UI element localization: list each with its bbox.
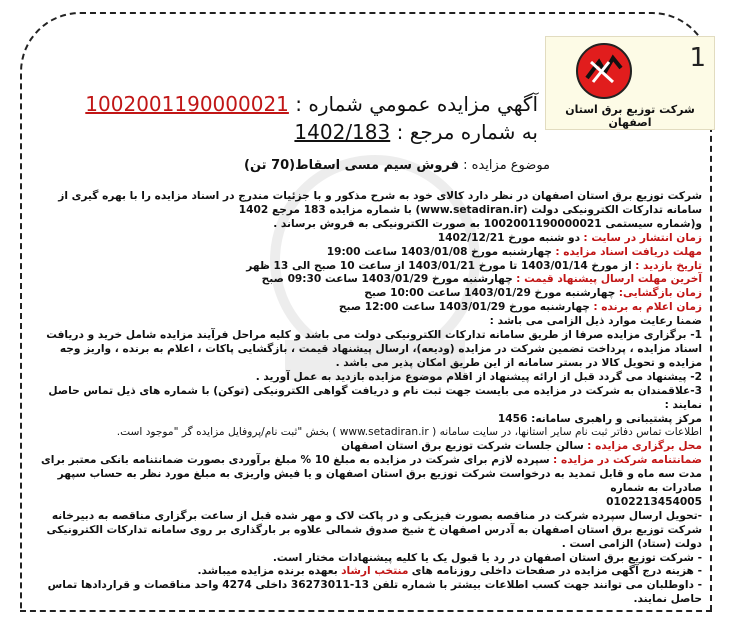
note-3: 3-علاقمندان به شرکت در مزایده می بایست جهت ثبت نام و دریافت گواهی الکترونیکی (توکن) با شماره های ذیل تماس حاصل نمایند :: [48, 384, 702, 411]
company-logo-icon: [576, 43, 632, 99]
docs-row: مهلت دریافت اسناد مزایده : چهارشنبه مورخ 1403/01/08 ساعت 19:00: [326, 245, 702, 258]
intro-text-2: و(شماره سیستمی 1002001190000021 به صورت الکترونیکی به فروش برساند .: [273, 217, 702, 230]
offer-row: آخرین مهلت ارسال پیشنهاد قیمت : چهارشنبه مورخ 1403/01/29 ساعت 09:30 صبح: [261, 273, 702, 286]
opening-row: زمان بازگشایی: چهارشنبه مورخ 1403/01/29 ساعت 10:00 صبح: [364, 287, 702, 300]
visit-row: تاریخ بازدید : از مورخ 1403/01/14 تا مورخ 1403/01/21 از ساعت 10 صبح الی 13 ظهر: [246, 259, 702, 272]
paper-line: - هزینه درج آگهی مزایده در صفحات داخلی روزنامه های منتخب ارشاد بعهده برنده مزایده میباشد.: [197, 565, 702, 578]
publish-row: زمان انتشار در سایت : دو شنبه مورخ 1402/12/21: [437, 231, 702, 244]
note-2: 2- پیشنهاد می گردد قبل از ارائه پیشنهاد از اقلام موضوع مزایده بازدید به عمل آورید .: [255, 370, 702, 383]
registry-line: اطلاعات تماس دفاتر ثبت نام سایر استانها، در سایت سامانه ( www.setadiran.ir ) بخش "ثبت نام/پروفایل مزایده گر "موجود است.: [116, 426, 702, 439]
tender-number: 1002001190000021: [85, 92, 289, 116]
rights-line: - شرکت توزیع برق استان اصفهان در رد یا قبول یک یا کلیه پیشنهادات مختار است.: [272, 551, 702, 564]
ref-prefix: به شماره مرجع :: [396, 120, 538, 144]
delivery-text: -تحویل ارسال سپرده شرکت در مناقصه بصورت فیزیکی و در پاکت لاک و مهر شده قبل از ساعت برگزاری مناقصه به دبیرخانه شرکت توزیع برق استان اصفهان به آدرس اصفهان خ شیخ صدوق شمالی علاوه بر بارگذاری بر روی سامانه تدارکات الکترونیکی دولت (ستاد) الزامی است .: [46, 509, 702, 550]
contact-line: - داوطلبان می توانند جهت کسب اطلاعات بیشتر با شماره تلفن 13-36273011 داخلی 4274 واحد مناقصات و قراردادها تماس حاصل نمایند.: [47, 579, 702, 606]
guarantee-row: ضمانتنامه شرکت در مزایده : سپرده لازم برای شرکت در مزایده به مبلغ 10 % مبلغ برآوردی بصورت ضمانتنامه بانکی معتبر برای مدت سه ماه و قابل تمدید به درخواست شرکت توزیع برق استان اصفهان و یا فیش واریزی به مبلغ مورد نظر به حساب سپهر صادرات به شماره: [41, 454, 702, 495]
notes-title: ضمنا رعایت موارد ذیل الزامی می باشد :: [489, 315, 702, 328]
account-number: 0102213454005: [606, 495, 702, 508]
intro-text: شرکت توزیع برق استان اصفهان در نظر دارد کالای خود به شرح مذکور و با جزئیات مندرج در اسناد مزایده را با بهره گیری از سامانه تدارکات الکترونیکی دولت (www.setadiran.ir) با شماره مزایده 183 مرجع 1402: [58, 190, 702, 216]
subject-line: [244, 158, 550, 173]
corner-number: 1: [689, 43, 706, 73]
company-name: شرکت توزیع برق استان اصفهان: [565, 103, 695, 129]
subject-label: موضوع مزایده :: [463, 158, 550, 173]
subject-value: فروش سیم مسی اسقاط(70 تن): [244, 158, 460, 173]
title-prefix: آگهي مزايده عمومي شماره :: [295, 92, 538, 116]
page-title: [85, 92, 538, 116]
notice-body: [30, 190, 702, 607]
venue-row: محل برگزاری مزایده : سالن جلسات شرکت توزیع برق استان اصفهان: [341, 440, 702, 453]
company-logo-box: [545, 36, 715, 130]
winner-row: زمان اعلام به برنده : چهارشنبه مورخ 1403/01/29 ساعت 12:00 صبح: [338, 301, 702, 314]
reference-line: [294, 120, 538, 144]
ref-number: 1402/183: [294, 120, 391, 144]
support-line: مرکز پشتیبانی و راهبری سامانه: 1456: [497, 412, 702, 425]
note-1: 1- برگزاری مزایده صرفا از طریق سامانه تدارکات الکترونیکی دولت می باشد و کلیه مراحل فرآیند مزایده شامل خرید و دریافت اسناد مزایده ، پرداخت تضمین شرکت در مزایده (ودیعه)، ارسال پیشنهاد قیمت ، بازگشایی پاکات ، اعلام به برنده ، واریز وجه مزایده و تحویل کالا در بستر سامانه از این طریق امکان پذیر می باشد .: [46, 329, 702, 369]
